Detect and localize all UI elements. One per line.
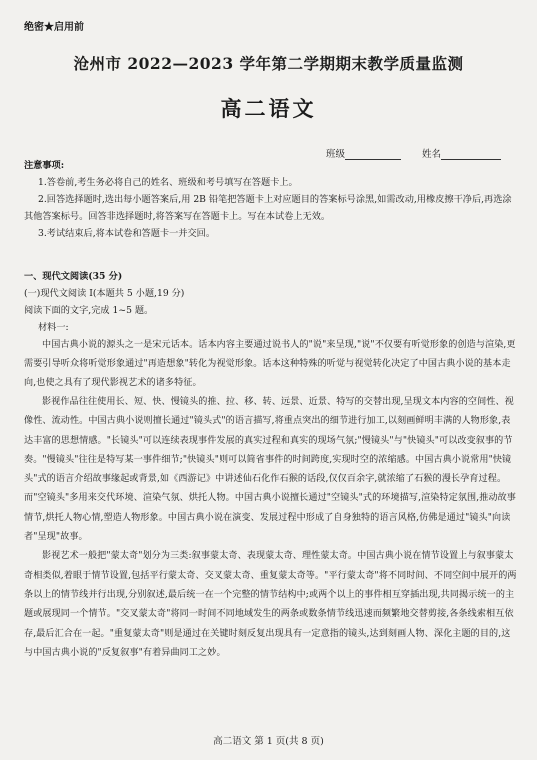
page-footer: 高二语文 第 1 页(共 8 页) bbox=[213, 736, 324, 747]
material-paragraph: 影视艺术一般把"蒙太奇"划分为三类:叙事蒙太奇、表现蒙太奇、理性蒙太奇。中国古典小说在情节设置上与叙事蒙太奇相类似,着眼于情节设置,包括平行蒙太奇、交叉蒙太奇、重复蒙太奇等。"平行蒙太奇"将不同时间、不同空间中展开的两条以上的情节线并行出现,分别叙述,最后统一在一个完整的情节结构中;或两个以上的事件相互穿插出现,共同揭示统一的主题或展现同一个情节。"交叉蒙太奇"将同一时间不同地域发生的两条或数条情节线迅速而频繁地交替剪接,各条线索相互依存,最后汇合在一起。"重复蒙太奇"则是通过在关键时刻反复出现具有一定意指的镜头,达到刻画人物、深化主题的目的,这与中国古典小说的"反复叙事"有着异曲同工之妙。 bbox=[24, 551, 517, 658]
note-item: 3.考试结束后,将本试卷和答题卡一并交回。 bbox=[38, 228, 216, 239]
class-label: 班级 bbox=[326, 149, 346, 160]
notes-heading: 注意事项: bbox=[24, 160, 65, 171]
confidential-mark: 绝密★启用前 bbox=[24, 22, 84, 33]
material-paragraph: 中国古典小说的源头之一是宋元话本。话本内容主要通过说书人的"说"来呈现,"说"不仅要有听觉形象的创造与渲染,更需要引导听众将听觉形象通过"再造想象"转化为视觉形象。话本这种特殊的听觉与视觉转化决定了中国古典小说的基本走向,也使之具有了现代影视艺术的诸多特征。 bbox=[24, 340, 516, 388]
exam-title: 沧州市 2022—2023 学年第二学期期末教学质量监测 bbox=[73, 54, 464, 73]
reading-section bbox=[24, 268, 519, 663]
note-item: 1.答卷前,考生务必将自己的姓名、班级和考号填写在答题卡上。 bbox=[38, 177, 298, 188]
section-subheading: (一)现代文阅读 I(本题共 5 小题,19 分) bbox=[24, 288, 185, 299]
notes-block bbox=[24, 157, 519, 242]
section-instruction: 阅读下面的文字,完成 1~5 题。 bbox=[24, 305, 154, 316]
material-label: 材料一: bbox=[38, 322, 69, 333]
name-label: 姓名 bbox=[422, 149, 442, 160]
material-paragraph: 影视作品往往使用长、短、快、慢镜头的推、拉、移、转、远景、近景、特写的交替出现,呈现文本内容的空间性、视像性、流动性。中国古典小说则擅长通过"镜头式"的语言描写,将重点突出的细节进行加工,以刻画鲜明丰满的人物形象,表达丰富的思想情感。"长镜头"可以连续表现事件发展的真实过程和真实的现场气氛;"慢镜头"与"快镜头"可以改变叙事的节奏。"慢镜头"往往是特写某一事件细节;"快镜头"则可以简省事件的时间跨度,实现时空的浓缩感。中国古典小说常用"快镜头"式的语言介绍故事缘起或背景,如《西游记》中讲述仙石化作石猴的话段,仅仅百余字,就浓缩了石猴的漫长孕育过程。而"空镜头"多用来交代环境、渲染气氛、烘托人物。中国古典小说擅长通过"空镜头"式的环境描写,渲染特定氛围,推动故事情节,烘托人物心情,塑造人物形象。中国古典小说在演变、发展过程中形成了自身独特的语言风格,仿佛是通过"镜头"向读者"呈现"故事。 bbox=[24, 397, 516, 543]
section-heading: 一、现代文阅读(35 分) bbox=[24, 271, 123, 282]
subject-title: 高二语文 bbox=[220, 96, 317, 121]
note-item: 2.回答选择题时,选出每小题答案后,用 2B 铅笔把答题卡上对应题目的答案标号涂黑,如需改动,用橡皮擦干净后,再选涂其他答案标号。回答非选择题时,将答案写在答题卡上。写在本试卷上无效。 bbox=[24, 194, 512, 222]
